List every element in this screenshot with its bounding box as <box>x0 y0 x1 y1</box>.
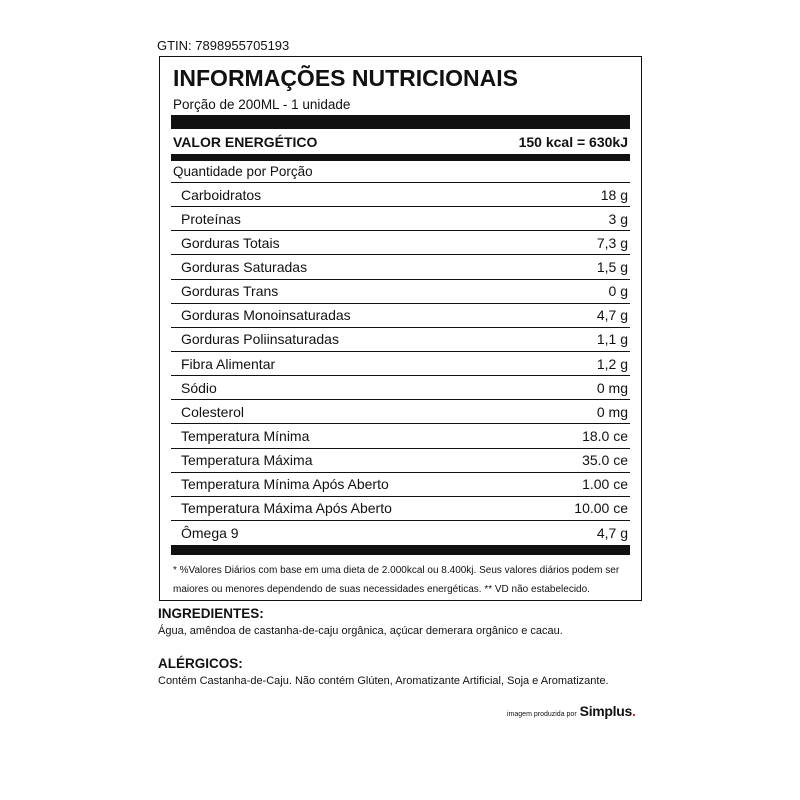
nutrient-value: 1.00 ce <box>582 476 628 493</box>
nutrient-value: 4,7 g <box>596 525 628 542</box>
nutrient-label: Temperatura Mínima Após Aberto <box>181 476 389 493</box>
energy-value: 150 kcal = 630kJ <box>518 134 628 150</box>
nutrient-label: Sódio <box>181 379 217 396</box>
nutrient-row <box>171 304 630 328</box>
nutrient-row <box>171 376 630 400</box>
nutrient-row <box>171 255 630 279</box>
credit-dot: . <box>632 703 636 719</box>
footnote-line: * %Valores Diários com base em uma dieta de 2.000kcal ou 8.400kj. Seus valores diários podem ser <box>173 565 620 576</box>
nutrient-label: Proteínas <box>181 210 241 227</box>
nutrient-label: Gorduras Trans <box>181 283 279 300</box>
nutrient-value: 10.00 ce <box>574 500 628 517</box>
divider-thick <box>171 115 630 129</box>
nutrient-label: Temperatura Máxima <box>181 452 313 469</box>
nutrient-value: 7,3 g <box>596 234 628 251</box>
nutrient-label: Gorduras Saturadas <box>181 258 308 275</box>
nutrient-row <box>171 449 630 473</box>
nutrient-row <box>171 424 630 448</box>
gtin-code: GTIN: 7898955705193 <box>157 38 290 53</box>
nutrient-label: Gorduras Monoinsaturadas <box>181 307 351 324</box>
footnote-line: maiores ou menores dependendo de suas necessidades energéticas. ** VD não estabelecido. <box>173 583 590 595</box>
nutrient-row <box>171 521 630 545</box>
energy-label: VALOR ENERGÉTICO <box>173 134 318 150</box>
nutrient-row <box>171 328 630 352</box>
nutrient-row <box>171 400 630 424</box>
simplus-logo <box>580 703 636 721</box>
nutrient-row <box>171 280 630 304</box>
nutrient-label: Colesterol <box>181 403 245 420</box>
nutrient-value: 4,7 g <box>596 307 628 324</box>
nutrient-list <box>171 182 630 545</box>
nutrient-row <box>171 207 630 231</box>
allergens-title: ALÉRGICOS: <box>158 656 243 671</box>
nutrient-value: 0 mg <box>596 379 628 396</box>
nutrient-row <box>171 352 630 376</box>
quantity-per-portion-label: Quantidade por Porção <box>173 164 313 179</box>
nutrition-facts-panel <box>159 56 642 601</box>
credit-brand: Simplus <box>579 703 633 719</box>
nutrient-value: 18 g <box>600 186 628 203</box>
divider-bottom <box>171 545 630 555</box>
nutrient-label: Temperatura Máxima Após Aberto <box>181 500 392 517</box>
nutrient-value: 0 mg <box>596 403 628 420</box>
nutrient-value: 3 g <box>608 210 628 227</box>
nutrient-row <box>171 497 630 521</box>
nutrient-value: 35.0 ce <box>582 452 628 469</box>
footnote <box>173 562 631 599</box>
credit-prefix: imagem produzida por <box>507 711 577 718</box>
image-credit <box>507 703 636 721</box>
nutrient-value: 1,2 g <box>596 355 628 372</box>
divider-medium <box>171 154 630 161</box>
nutrient-value: 1,1 g <box>596 331 628 348</box>
nutrient-label: Gorduras Totais <box>181 234 280 251</box>
nutrient-value: 18.0 ce <box>582 427 628 444</box>
energy-row <box>171 130 630 154</box>
nutrient-label: Carboidratos <box>181 186 262 203</box>
nutrient-row <box>171 231 630 255</box>
ingredients-text: Água, amêndoa de castanha-de-caju orgânica, açúcar demerara orgânico e cacau. <box>158 625 563 637</box>
allergens-text: Contém Castanha-de-Caju. Não contém Glúten, Aromatizante Artificial, Soja e Aromatizante. <box>158 675 609 687</box>
nutrient-value: 1,5 g <box>596 258 628 275</box>
portion-size: Porção de 200ML - 1 unidade <box>173 97 351 112</box>
nutrient-label: Fibra Alimentar <box>181 355 276 372</box>
nutrient-row <box>171 473 630 497</box>
nutrient-row <box>171 183 630 207</box>
nutrient-value: 0 g <box>608 283 628 300</box>
ingredients-title: INGREDIENTES: <box>158 606 264 621</box>
nutrient-label: Ômega 9 <box>181 525 239 542</box>
nutrient-label: Gorduras Poliinsaturadas <box>181 331 339 348</box>
nutrient-label: Temperatura Mínima <box>181 427 310 444</box>
panel-title: INFORMAÇÕES NUTRICIONAIS <box>173 65 518 91</box>
